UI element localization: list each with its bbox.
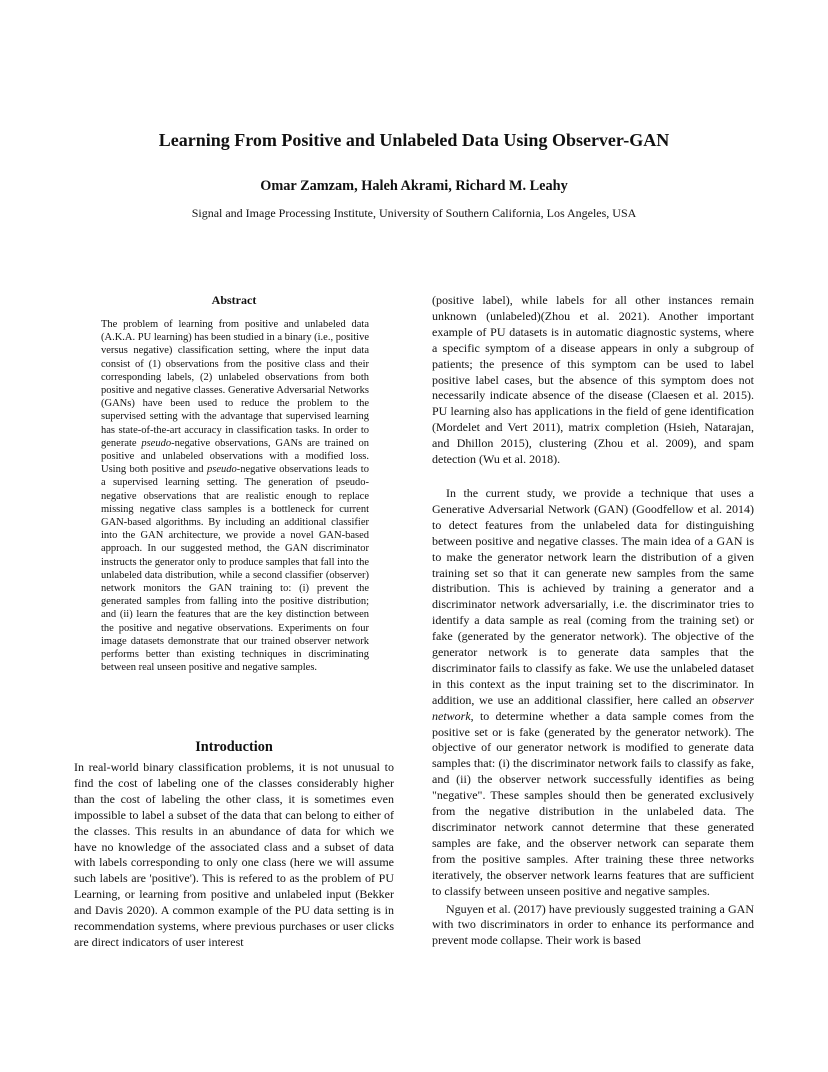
introduction-body [74, 760, 394, 951]
abstract-text: -negative observations leads to a supervised learning setting. The generation of pseudo-negative observations that are realistic enough to replace missing negative class samples is a bottleneck for current GAN-based algorithms. By including an additional classifier into the GAN architecture, we provide a novel GAN-based approach. In our suggested method, the GAN discriminator instructs the generator only to produce samples that fall into the unlabeled data distribution, while a second classifier (observer) network monitors the GAN training to: (i) prevent the generated samples from falling into the positive distribution; and (ii) learn the features that are the key distinction between the positive and negative observations. Experiments on four image datasets demonstrate that our trained observer network performs better than existing techniques in discriminating between real unseen positive and negative samples. [101, 464, 369, 674]
author-list: Omar Zamzam, Haleh Akrami, Richard M. Leahy [260, 178, 568, 194]
abstract-emphasis: pseudo [206, 464, 237, 476]
abstract-body [101, 318, 369, 674]
affiliation: Signal and Image Processing Institute, University of Southern California, Los Angeles, USA [191, 206, 637, 220]
body-paragraph: In real-world binary classification problems, it is not unusual to find the cost of labeling one of the classes considerably higher than the cost of labeling the other class, it is sometimes even impossible to label a subset of the data that can belong to either of the classes. This results in an abundance of data for which we have no knowledge of the associated class and a subset of data with labels corresponding to only one class (here we will assume such labels are 'positive'). This is refered to as the problem of PU Learning, or learning from positive and unlabeled input (Bekker and Davis 2020). A common example of the PU data setting is in recommendation systems, where previous purchases or user clicks are direct indicators of user interest [74, 760, 394, 949]
body-paragraph [432, 486, 754, 900]
abstract-text: The problem of learning from positive and unlabeled data (A.K.A. PU learning) has been studied in a binary (i.e., positive versus negative) classification setting, where the input data consist of (1) observations from the positive class and their corresponding labels, (2) unlabeled observations from both positive and negative classes. Generative Adversarial Networks (GANs) have been used to reduce the problem to the supervised setting with the advantage that supervised learning has state-of-the-art accuracy in classification tasks. In order to generate [101, 319, 369, 449]
abstract-heading: Abstract [211, 293, 257, 307]
paper-title: Learning From Positive and Unlabeled Data Using Observer-GAN [158, 130, 670, 150]
paragraph-text: In the current study, we provide a technique that uses a Generative Adversarial Network (GAN) (Goodfellow et al. 2014) to detect features from the unlabeled data for distinguishing between positive and negative classes. The main idea of a GAN is to make the generator network learn the distribution of a given training set so that it can generate new samples from the same distribution. This is achieved by training a generator and a discriminator network adversarially, i.e. the discriminator tries to identify a data sample as real (coming from the training set) or fake (generated by the generator network). The objective of the generator network is to generate data samples that the discriminator fails to classify as fake. We use the unlabeled dataset in this context as the input training set to the discriminator. In addition, we use an additional classifier, here called an [432, 485, 754, 707]
paragraph-text: , to determine whether a data sample comes from the positive set or is fake (generated by the generator network). The objective of our generator network is modified to generate data samples that: (i) the discriminator network fails to classify as fake, and (ii) the observer network successfully identifies as being "negative". These samples should then be generated exclusively from the negative distribution in the unlabeled data. The discriminator network cannot determine that these generated samples are fake, and the observer network can separate them from the positive samples. After training these three networks iteratively, the observer network learns features that are sufficient to classify between unseen positive and negative samples. [432, 708, 754, 898]
abstract-text: -negative observations, GANs are trained on positive and unlabeled observations with a modified loss. Using both positive and [101, 437, 369, 476]
body-paragraph: (positive label), while labels for all other instances remain unknown (unlabeled)(Zhou et al. 2021). Another important example of PU datasets is in automatic diagnostic systems, where a specific symptom of a disease appears in only a subgroup of patients; the presence of this symptom can be used to label positive label cases, but the absence of this symptom does not necessarily indicate absence of the disease (Claesen et al. 2015). PU learning also has applications in the field of gene identification (Mordelet and Vert 2011), matrix completion (Hsieh, Natarajan, and Dhillon 2015), clustering (Zhou et al. 2009), and spam detection (Wu et al. 2018). [432, 293, 754, 467]
abstract-emphasis: pseudo [141, 437, 172, 449]
term-emphasis: observer network [432, 692, 754, 723]
introduction-heading: Introduction [195, 739, 273, 755]
body-paragraph: Nguyen et al. (2017) have previously suggested training a GAN with two discriminators in order to enhance its performance and prevent mode collapse. Their work is based [432, 901, 754, 948]
right-column [432, 293, 754, 949]
